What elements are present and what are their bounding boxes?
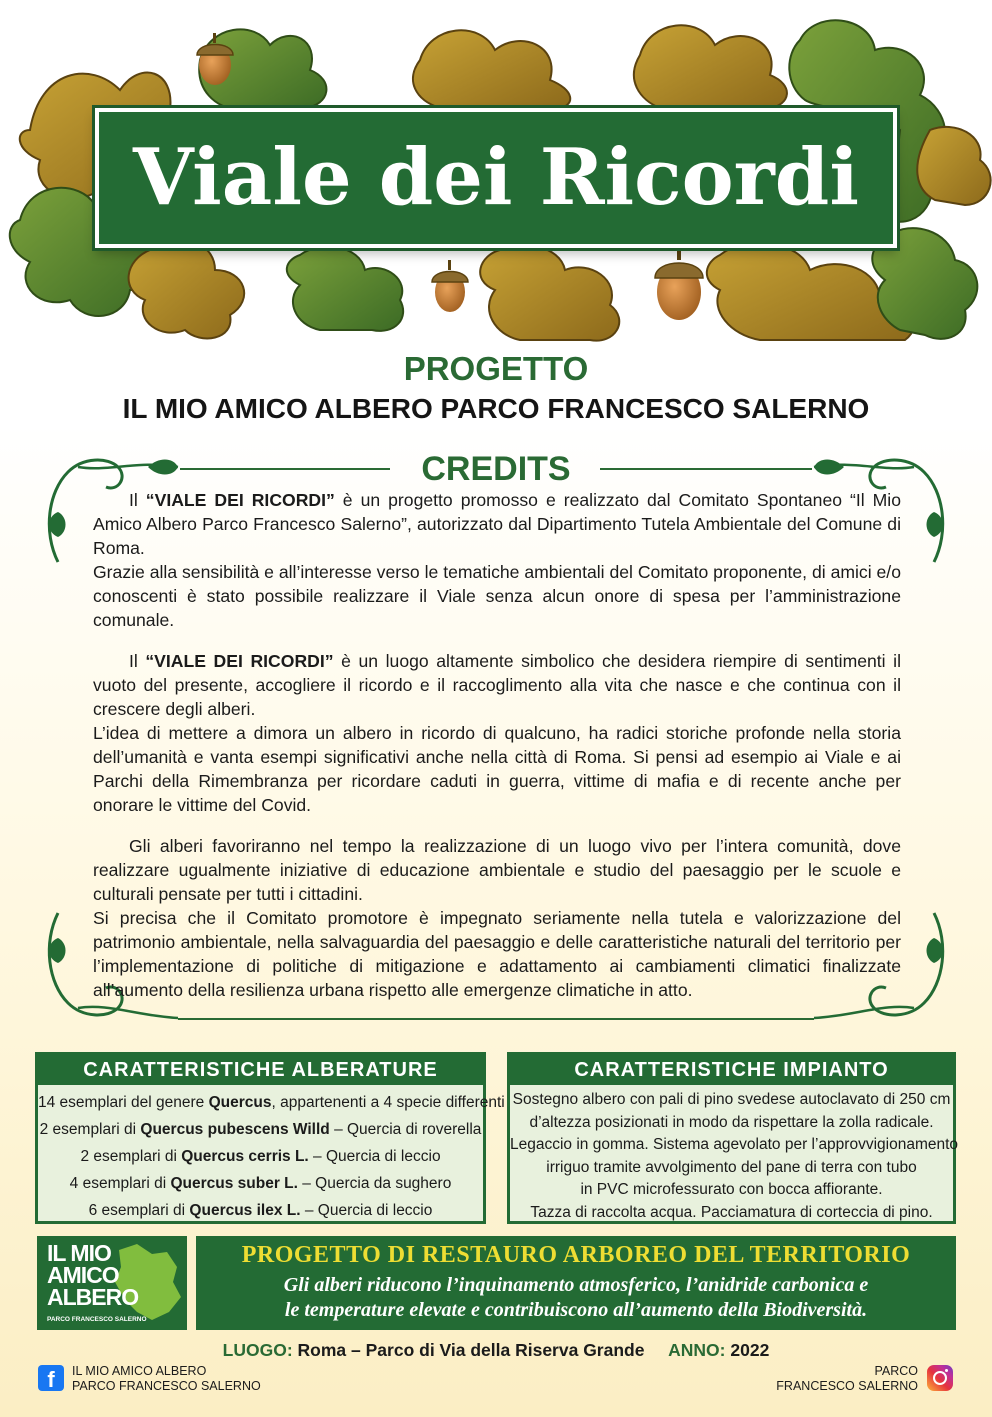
place-value: Roma – Parco di Via della Riserva Grande <box>297 1340 645 1360</box>
instagram-line: FRANCESCO SALERNO <box>776 1379 918 1393</box>
paragraph: Il “VIALE DEI RICORDI” è un progetto promosso e realizzato dal Comitato Spontaneo “Il Mio Amico Albero Parco Francesco Salerno”, autorizzato dal Dipartimento Tutela Ambientale del Comune di Roma. <box>93 490 902 558</box>
restoration-line: Gli alberi riducono l’inquinamento atmosferico, l’anidride carbonica e <box>283 1274 869 1296</box>
instagram-label[interactable] <box>760 1364 918 1394</box>
project-label: PROGETTO <box>403 350 589 387</box>
credits-title: CREDITS <box>421 450 571 488</box>
planting-characteristics-box <box>507 1052 959 1224</box>
acorn <box>432 260 468 312</box>
divider-line <box>178 1018 814 1020</box>
year-value: 2022 <box>730 1340 770 1360</box>
box-title: CARATTERISTICHE IMPIANTO <box>510 1055 953 1085</box>
list-item: Legaccio in gomma. Sistema agevolato per l’approvvigionamento <box>510 1136 959 1153</box>
divider-line <box>600 468 812 470</box>
logo-line: ALBERO <box>47 1284 139 1310</box>
facebook-line: IL MIO AMICO ALBERO <box>72 1364 207 1378</box>
restoration-banner <box>196 1236 956 1330</box>
oak-leaf <box>480 245 619 340</box>
page-title: Viale dei Ricordi <box>133 132 859 223</box>
list-item: 4 esemplari di Quercus suber L. – Quercia da sughero <box>69 1175 452 1192</box>
facebook-icon[interactable]: f <box>38 1365 64 1391</box>
instagram-icon[interactable] <box>927 1365 953 1391</box>
paragraph: Gli alberi favoriranno nel tempo la realizzazione di un luogo vivo per l’intera comunità, dove realizzare ugualmente iniziative di educazione ambientale e studio del paesaggio per le scuole e culturali pensate per tutti i cittadini. <box>93 836 901 904</box>
divider-line <box>180 468 390 470</box>
paragraph: Il “VIALE DEI RICORDI” è un luogo altamente simbolico che desidera riempire di sentimenti il vuoto del presente, accogliere il ricordo e il raccoglimento alla vita che nasce e che continua con il crescere degli alberi. <box>93 651 901 719</box>
list-item: irriguo tramite avvolgimento del pane di terra con tubo <box>546 1158 917 1176</box>
list-item: 2 esemplari di Quercus pubescens Willd – Quercia di roverella <box>39 1121 482 1138</box>
list-item: Sostegno albero con pali di pino svedese autoclavato di 250 cm <box>512 1091 951 1108</box>
instagram-line: PARCO <box>874 1364 918 1378</box>
paragraph: Si precisa che il Comitato promotore è impegnato seriamente nella tutela e valorizzazione del patrimonio ambientale, nella salvaguardia del paesaggio e delle caratteristiche naturali del territorio per l’implementazione di politiche di mitigazione e adattamento ai cambiamenti climatici finalizzate all’aumento della resilienza urbana rispetto alle emergenze climatiche in atto. <box>93 908 901 1000</box>
trees-characteristics-box <box>35 1052 505 1224</box>
list-item: d’altezza posizionati in modo da rispettare la zolla radicale. <box>529 1113 934 1131</box>
list-item: 2 esemplari di Quercus cerris L. – Quercia di leccio <box>80 1148 441 1165</box>
restoration-text <box>196 1273 956 1323</box>
oak-leaf <box>634 25 787 108</box>
logo <box>37 1236 187 1330</box>
planting-list <box>510 1085 959 1224</box>
project-name: IL MIO AMICO ALBERO PARCO FRANCESCO SALERNO <box>122 393 870 424</box>
oak-leaf <box>129 240 245 339</box>
credits-body <box>93 488 901 1002</box>
facebook-label[interactable] <box>72 1364 261 1394</box>
acorn <box>655 248 703 320</box>
list-item: in PVC microfessurato con bocca affiorante. <box>580 1181 883 1198</box>
list-item: Tazza di raccolta acqua. Pacciamatura di corteccia di pino. <box>530 1203 933 1221</box>
box-title: CARATTERISTICHE ALBERATURE <box>38 1055 483 1085</box>
logo-line: AMICO <box>47 1262 119 1288</box>
list-item: 6 esemplari di Quercus ilex L. – Quercia di leccio <box>88 1202 433 1219</box>
oak-leaf <box>287 247 403 331</box>
trees-list <box>38 1085 505 1224</box>
place-label: LUOGO: <box>222 1340 293 1360</box>
logo-line: IL MIO <box>47 1240 111 1266</box>
paragraph: L’idea di mettere a dimora un albero in ricordo di qualcuno, ha radici storiche profonde nella storia dell’umanità e vanta esempi significativi anche nella città di Roma. Si pensi ad esempio ai Viale e ai Parchi della Rimembranza per ricordare caduti in guerra, vittime di mafia e di recente anche per onorare le vittime del Covid. <box>93 723 901 815</box>
oak-leaf <box>917 127 990 205</box>
title-banner <box>95 108 897 248</box>
facebook-line: PARCO FRANCESCO SALERNO <box>72 1379 261 1393</box>
year-label: ANNO: <box>668 1340 726 1360</box>
logo-subtitle: PARCO FRANCESCO SALERNO <box>47 1316 147 1323</box>
restoration-title: PROGETTO DI RESTAURO ARBOREO DEL TERRITORIO <box>241 1242 911 1268</box>
list-item: 14 esemplari del genere Quercus, appartenenti a 4 specie differenti <box>38 1094 505 1111</box>
restoration-line: le temperature elevate e contribuiscono all’aumento della Biodiversità. <box>284 1299 868 1321</box>
oak-leaf <box>413 30 570 108</box>
paragraph: Grazie alla sensibilità e all’interesse verso le tematiche ambientali del Comitato proponente, di amici e/o conoscenti è stato possibile realizzare il Viale senza alcun onore di spesa per l’amministrazione comunale. <box>93 562 901 630</box>
place-line <box>0 1340 992 1361</box>
